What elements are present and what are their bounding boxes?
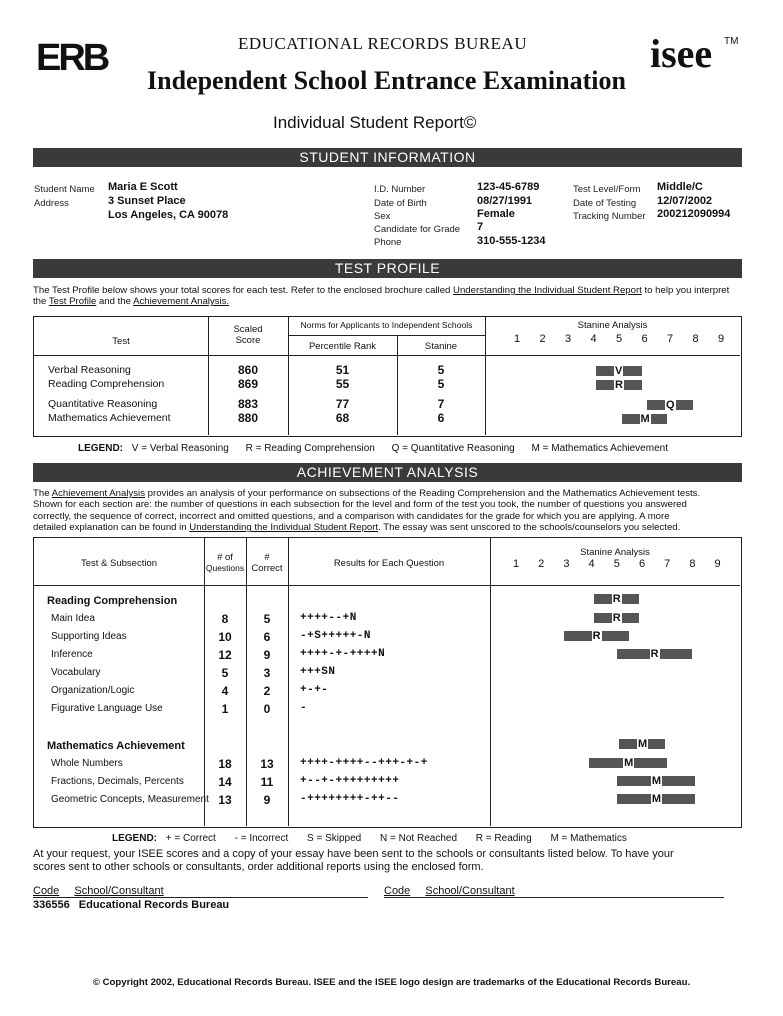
stanine-mark: M	[640, 413, 650, 425]
legend-q: Q = Quantitative Reasoning	[391, 443, 515, 454]
scaled-score: 880	[237, 411, 259, 425]
col-percentile: Percentile Rank	[308, 341, 377, 352]
grade-value: 7	[477, 221, 484, 233]
footer-note-line: scores sent to other schools or consultants, order additional reports using the enclosed form.	[33, 861, 484, 873]
stanine-mark: R	[615, 379, 623, 391]
achievement-intro	[33, 488, 745, 534]
footer-note-line: At your request, your ISEE scores and a copy of your essay have been sent to the schools or consultants listed below. To have your	[33, 848, 674, 860]
num-correct: 9	[263, 648, 271, 662]
intro-text: to help you interpret	[641, 285, 730, 296]
tracking-number: 200212090994	[657, 208, 731, 220]
stanine-number: 9	[717, 333, 725, 345]
stanine-number: 1	[512, 558, 520, 570]
question-results: ++++-++++--+++-+-+	[300, 757, 428, 769]
col-test-subsection: Test & Subsection	[80, 558, 158, 569]
student-info-heading: STUDENT INFORMATION	[33, 148, 742, 167]
num-questions: 4	[221, 684, 229, 698]
code-label: Code	[384, 885, 411, 897]
subsection-name: Main Idea	[51, 613, 95, 624]
org-name: EDUCATIONAL RECORDS BUREAU	[238, 34, 528, 53]
legend-v: V = Verbal Reasoning	[131, 443, 229, 454]
test-profile-heading: TEST PROFILE	[33, 259, 742, 278]
legend-reading: R = Reading	[475, 833, 532, 844]
num-correct: 5	[263, 612, 271, 626]
stanine-number: 9	[714, 558, 721, 570]
subsection-name: Fractions, Decimals, Percents	[51, 776, 184, 787]
num-correct: 3	[263, 666, 271, 680]
sex-value: Female	[477, 208, 515, 220]
sex-label: Sex	[374, 211, 391, 222]
question-results: ++++-+-++++N	[300, 648, 386, 660]
num-questions: 10	[218, 630, 232, 644]
stanine-number: 7	[664, 558, 671, 570]
stanine-mark: R	[592, 630, 601, 642]
dob-label: Date of Birth	[374, 198, 427, 209]
subsection-name: Vocabulary	[51, 667, 101, 678]
test-name: Verbal Reasoning	[48, 364, 131, 376]
percentile-rank: 68	[335, 411, 350, 425]
stanine-mark: M	[651, 775, 662, 787]
trademark-mark: TM	[724, 36, 739, 47]
test-level-label: Test Level/Form	[573, 184, 641, 195]
num-correct: 0	[263, 702, 271, 716]
intro-text: the	[33, 296, 49, 308]
stanine-mark: R	[612, 593, 621, 605]
legend-m: M = Mathematics Achievement	[531, 443, 668, 454]
num-questions: 14	[218, 775, 232, 789]
percentile-rank: 77	[335, 397, 350, 411]
col-num-of: # of	[217, 552, 233, 563]
brochure-link: Understanding the Individual Student Report	[453, 285, 642, 296]
subsection-name: Inference	[51, 649, 93, 660]
stanine-number: 3	[564, 333, 572, 345]
recipient-code: 336556	[33, 899, 70, 911]
stanine-mark: M	[651, 793, 662, 805]
legend-incorrect: - = Incorrect	[234, 833, 289, 844]
col-num: #	[264, 552, 270, 563]
school-label: School/Consultant	[74, 885, 164, 897]
address-label: Address	[34, 198, 69, 209]
stanine-number: 7	[666, 333, 674, 345]
question-results: +-+-	[300, 684, 329, 696]
scaled-score: 860	[237, 363, 259, 377]
intro-text: provides an analysis of your performance on subsections of the Reading Comprehension and the Mathematics Achievement tests.	[145, 488, 701, 499]
col-stanine-analysis: Stanine Analysis	[580, 547, 650, 558]
legend-skipped: S = Skipped	[307, 833, 362, 844]
col-results: Results for Each Question	[333, 558, 445, 569]
erb-logo-text: ERB	[36, 37, 108, 76]
subsection-name: Organization/Logic	[51, 685, 135, 696]
id-number-label: I.D. Number	[374, 184, 426, 195]
test-name: Quantitative Reasoning	[48, 398, 158, 410]
school-label: School/Consultant	[425, 885, 515, 897]
scaled-score: 883	[237, 397, 259, 411]
intro-text: . The essay was sent unscored to the schools/counselors you selected.	[378, 522, 681, 534]
num-correct: 11	[260, 775, 274, 789]
stanine-value: 7	[437, 397, 445, 411]
col-questions: Questions	[205, 563, 245, 573]
stanine-number: 5	[613, 558, 620, 570]
achievement-analysis-ref: Achievement Analysis	[51, 488, 145, 499]
num-questions: 13	[218, 793, 232, 807]
student-name: Maria E Scott	[108, 181, 178, 193]
stanine-mark: R	[650, 648, 659, 660]
num-correct: 13	[260, 757, 274, 771]
question-results: -+S+++++-N	[300, 630, 372, 642]
stanine-number: 4	[590, 333, 597, 345]
stanine-number: 8	[689, 558, 696, 570]
achievement-rows	[34, 538, 740, 826]
question-results: +--+-+++++++++	[300, 775, 400, 787]
test-name: Reading Comprehension	[48, 378, 165, 390]
date-of-birth: 08/27/1991	[477, 195, 533, 207]
num-questions: 5	[221, 666, 229, 680]
legend-not-reached: N = Not Reached	[380, 833, 458, 844]
recipients-header-right	[384, 885, 515, 897]
exam-title: Independent School Entrance Examination	[147, 66, 626, 95]
test-profile-intro	[33, 285, 745, 308]
question-results: +++SN	[300, 666, 336, 678]
stanine-number: 6	[638, 558, 646, 570]
legend-title: LEGEND:	[112, 833, 157, 844]
stanine-mark: M	[624, 757, 634, 769]
subsection-name: Geometric Concepts, Measurement	[51, 794, 209, 805]
num-questions: 8	[221, 612, 229, 626]
copyright: © Copyright 2002, Educational Records Bureau. ISEE and the ISEE logo design are trademarks of the Educational Records Bureau.	[92, 977, 691, 988]
legend-r: R = Reading Comprehension	[245, 443, 375, 454]
address-line-1: 3 Sunset Place	[108, 195, 186, 207]
test-name: Mathematics Achievement	[48, 412, 171, 424]
num-questions: 1	[221, 702, 229, 716]
intro-text: correctly, the sequence of correct, incorrect and omitted questions, and a comparison with candidates for the grade for which you are applying. A more	[33, 510, 670, 522]
stanine-mark: R	[612, 612, 621, 624]
id-number: 123-45-6789	[477, 181, 540, 193]
achievement-analysis-ref: Achievement Analysis.	[133, 296, 230, 308]
col-test: Test	[112, 336, 130, 347]
achievement-heading: ACHIEVEMENT ANALYSIS	[33, 463, 742, 482]
question-results: -	[300, 702, 308, 714]
intro-text: Shown for each section are: the number of questions in each subsection for the level and form of the test you took, the number of questions you answered	[33, 499, 687, 511]
phone-value: 310-555-1234	[477, 235, 546, 247]
stanine-number: 8	[692, 333, 699, 345]
col-stanine: Stanine	[424, 341, 458, 352]
subsection-name: Whole Numbers	[51, 758, 123, 769]
stanine-number: 2	[538, 558, 545, 570]
recipient-school: Educational Records Bureau	[78, 899, 230, 911]
subsection-name: Figurative Language Use	[51, 703, 163, 714]
num-correct: 6	[263, 630, 271, 644]
grade-label: Candidate for Grade	[374, 224, 461, 235]
section-title: Reading Comprehension	[47, 595, 178, 607]
stanine-value: 6	[437, 411, 445, 425]
test-profile-ref: Test Profile	[48, 296, 97, 308]
col-scaled: Scaled	[233, 324, 263, 335]
legend-title: LEGEND:	[78, 443, 123, 454]
intro-text: and the	[96, 296, 134, 308]
intro-text: detailed explanation can be found in	[33, 522, 190, 534]
report-title: Individual Student Report©	[273, 113, 477, 132]
question-results: -++++++++-++--	[300, 793, 400, 805]
erb-logo	[34, 34, 114, 76]
student-name-label: Student Name	[34, 184, 95, 195]
col-stanine-analysis: Stanine Analysis	[577, 320, 648, 331]
percentile-rank: 51	[335, 363, 350, 377]
isee-logo: isee	[650, 31, 713, 76]
stanine-number: 5	[615, 333, 623, 345]
section-title: Mathematics Achievement	[47, 740, 185, 752]
stanine-mark: Q	[666, 399, 675, 411]
subsection-name: Supporting Ideas	[51, 631, 127, 642]
phone-label: Phone	[374, 237, 402, 248]
stanine-mark: V	[615, 365, 623, 377]
num-questions: 12	[218, 648, 232, 662]
achievement-table	[33, 537, 742, 828]
percentile-rank: 55	[335, 377, 350, 391]
achievement-legend	[112, 833, 627, 844]
stanine-value: 5	[437, 377, 445, 391]
recipient-row	[33, 899, 229, 911]
stanine-value: 5	[437, 363, 445, 377]
num-correct: 9	[263, 793, 271, 807]
num-questions: 18	[218, 757, 232, 771]
legend-math: M = Mathematics	[550, 833, 627, 844]
num-correct: 2	[263, 684, 271, 698]
col-norms: Norms for Applicants to Independent Schools	[300, 320, 473, 330]
date-of-testing: 12/07/2002	[657, 195, 713, 207]
col-correct: Correct	[251, 563, 283, 574]
test-level: Middle/C	[657, 181, 703, 193]
stanine-number: 3	[563, 558, 570, 570]
intro-text: The	[33, 488, 52, 499]
date-of-testing-label: Date of Testing	[573, 198, 637, 209]
scaled-score: 869	[237, 377, 259, 391]
stanine-number: 1	[513, 333, 521, 345]
code-label: Code	[33, 885, 60, 897]
test-profile-table	[33, 316, 742, 437]
stanine-number: 4	[588, 558, 595, 570]
test-profile-rows	[34, 317, 740, 435]
tracking-number-label: Tracking Number	[573, 211, 646, 222]
brochure-link: Understanding the Individual Student Report	[189, 522, 379, 534]
footer-note	[33, 848, 748, 874]
legend-correct: + = Correct	[165, 833, 216, 844]
profile-legend	[78, 443, 668, 454]
address-line-2: Los Angeles, CA 90078	[108, 209, 229, 221]
recipients-header-left	[33, 885, 164, 897]
stanine-mark: M	[638, 738, 648, 750]
col-score: Score	[235, 335, 261, 346]
intro-text: The Test Profile below shows your total scores for each test. Refer to the enclosed brochure called	[33, 285, 454, 296]
stanine-number: 6	[641, 333, 648, 345]
stanine-number: 2	[539, 333, 546, 345]
question-results: ++++--+N	[300, 612, 357, 624]
